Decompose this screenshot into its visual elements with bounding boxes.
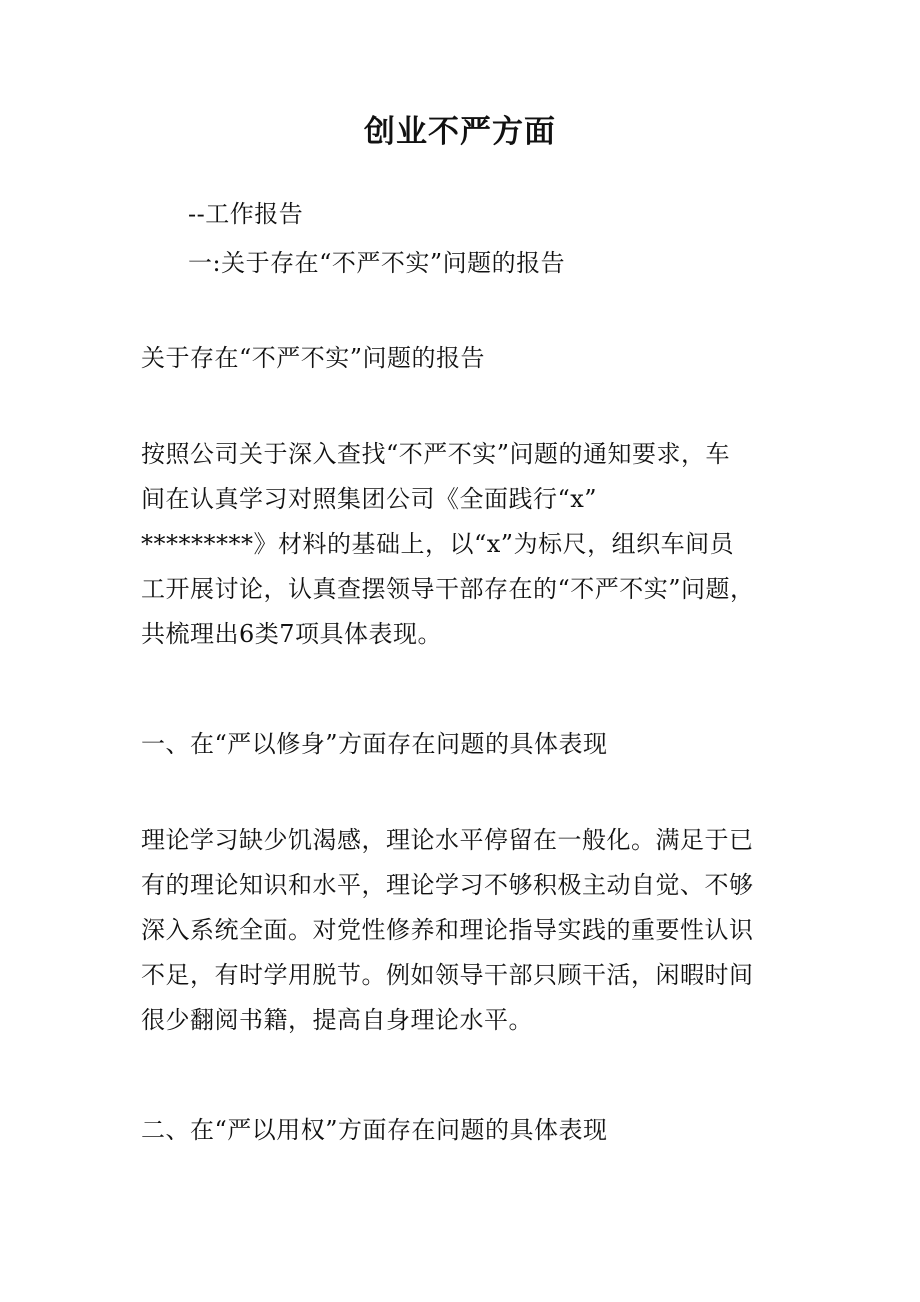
body-line: 很少翻阅书籍，提高自身理论水平。 bbox=[141, 1006, 533, 1034]
intro-line: 间在认真学习对照集团公司《全面践行“x” bbox=[141, 485, 598, 513]
body-line: 理论学习缺少饥渴感，理论水平停留在一般化。满足于已 bbox=[141, 826, 754, 854]
body-paragraph-1 bbox=[141, 818, 781, 1043]
intro-line: 按照公司关于深入查找“不严不实”问题的通知要求，车 bbox=[141, 440, 731, 468]
intro-paragraph bbox=[141, 432, 781, 657]
section-heading: 关于存在“不严不实”问题的报告 bbox=[141, 344, 486, 372]
body-line: 深入系统全面。对党性修养和理论指导实践的重要性认识 bbox=[141, 916, 754, 944]
intro-line: 共梳理出6类7项具体表现。 bbox=[141, 620, 443, 648]
intro-line: 工开展讨论，认真查摆领导干部存在的“不严不实”问题， bbox=[141, 575, 755, 603]
subtitle-report-type: --工作报告 bbox=[188, 200, 304, 228]
subtitle-report-heading: 一:关于存在“不严不实”问题的报告 bbox=[188, 249, 566, 277]
document-title: 创业不严方面 bbox=[364, 114, 556, 150]
heading-2: 二、在“严以用权”方面存在问题的具体表现 bbox=[141, 1116, 608, 1144]
intro-line: *********》材料的基础上，以“x”为标尺，组织车间员 bbox=[141, 530, 735, 558]
body-line: 有的理论知识和水平，理论学习不够积极主动自觉、不够 bbox=[141, 871, 754, 899]
body-line: 不足，有时学用脱节。例如领导干部只顾干活，闲暇时间 bbox=[141, 961, 754, 989]
heading-1: 一、在“严以修身”方面存在问题的具体表现 bbox=[141, 730, 608, 758]
